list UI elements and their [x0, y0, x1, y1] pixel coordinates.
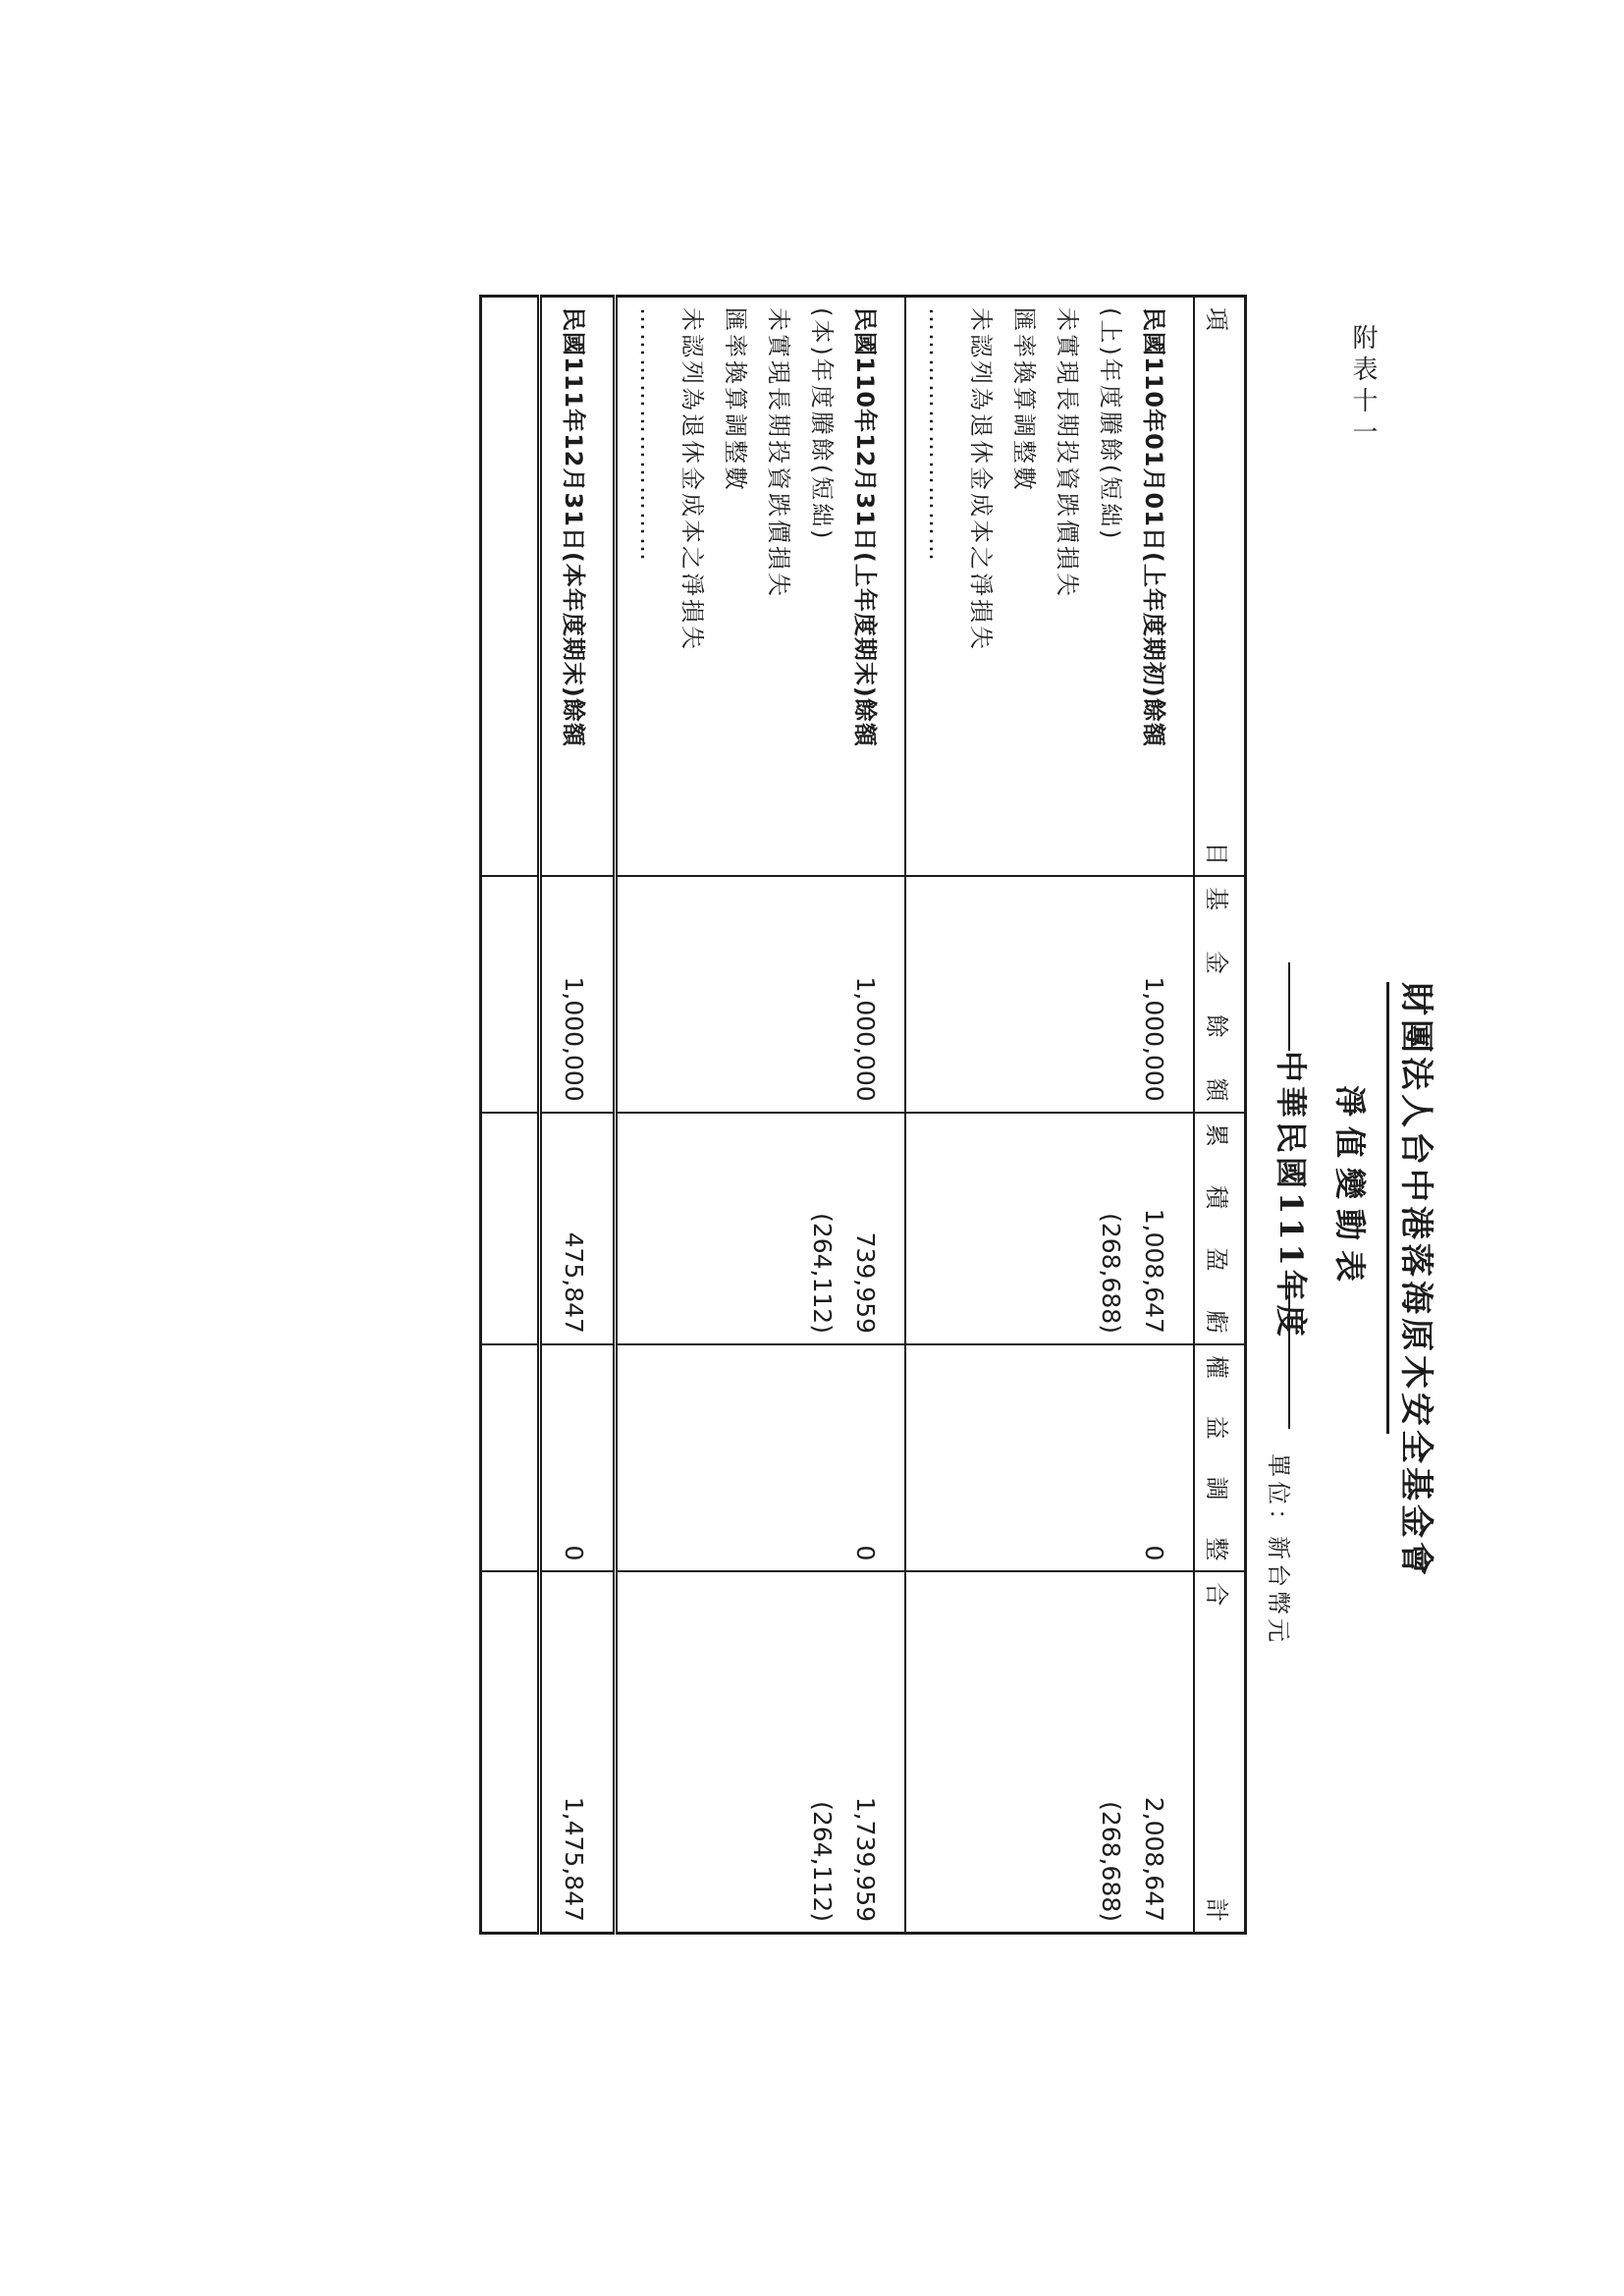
- section-2-accumulated: [616, 1113, 906, 1344]
- header-fund-char: 額: [1203, 1077, 1231, 1102]
- blank-cell: [481, 297, 540, 877]
- total-value: 1,475,847: [560, 1796, 588, 1922]
- section-1-total: [905, 1571, 1194, 1933]
- accumulated-value: 1,008,647: [1140, 1208, 1168, 1334]
- fund-value: 1,000,000: [1140, 976, 1168, 1102]
- section-1-accumulated: [905, 1113, 1194, 1344]
- line-item: 民國111年12月31日(本年度期末)餘額: [560, 307, 587, 747]
- section-1-items: [905, 297, 1194, 877]
- blank-cell: [481, 1113, 540, 1344]
- accumulated-value: 475,847: [560, 1231, 588, 1334]
- adjustment-value: 0: [851, 1545, 880, 1561]
- adjustment-value: 0: [560, 1545, 588, 1561]
- report-title: 淨值變動表: [1331, 1085, 1369, 1292]
- table-row-final-balance: [540, 297, 616, 1934]
- section-1-adjustment: [905, 1344, 1194, 1571]
- header-total-char: 計: [1203, 1898, 1231, 1922]
- net-worth-changes-table: [479, 295, 1247, 1935]
- line-item: 民國110年12月31日(上年度期末)餘額: [851, 307, 879, 747]
- line-item: 未認列為退休金成本之淨損失: [967, 307, 995, 652]
- fund-value: 1,000,000: [851, 976, 880, 1102]
- header-item: [1194, 297, 1246, 877]
- section-1-fund: [905, 876, 1194, 1112]
- header-acc-char: 盈: [1203, 1247, 1231, 1272]
- total-value: 1,739,959: [851, 1796, 880, 1922]
- total-value: (264,112): [808, 1801, 837, 1922]
- header-fund-char: 金: [1203, 951, 1231, 975]
- period-rule-right: [1288, 1282, 1290, 1429]
- line-item: 未實現長期投資跌價損失: [1054, 307, 1081, 599]
- period-rule-left: [1288, 962, 1290, 1051]
- section-2-total: [616, 1571, 906, 1933]
- fund-value: 1,000,000: [560, 976, 588, 1102]
- report-period: 中華民國111年度: [1272, 1051, 1310, 1340]
- leader-dots: …………………………: [924, 307, 951, 563]
- header-adj-char: 調: [1203, 1476, 1231, 1501]
- section-2-adjustment: [616, 1344, 906, 1571]
- header-adj-char: 益: [1203, 1415, 1231, 1440]
- header-acc-char: 累: [1203, 1122, 1231, 1147]
- section-2-items: [616, 297, 906, 877]
- line-item: 民國110年01月01日(上年度期初)餘額: [1140, 307, 1167, 747]
- header-total-char: 合: [1203, 1582, 1231, 1607]
- header-total: [1194, 1571, 1246, 1933]
- accumulated-value: 739,959: [851, 1231, 880, 1334]
- table-row: [905, 297, 1194, 1934]
- header-adj-char: 整: [1203, 1537, 1231, 1561]
- organization-title: 財團法人台中港落海原木安全基金會: [1386, 982, 1443, 1434]
- leader-dots: …………………………: [635, 307, 663, 563]
- header-equity-adjustment: [1194, 1344, 1246, 1571]
- blank-cell: [481, 1344, 540, 1571]
- line-item: (本)年度賸餘(短絀): [808, 307, 836, 542]
- table-header-row: [1194, 297, 1246, 1934]
- header-item-char: 目: [1203, 842, 1231, 866]
- line-item: (上)年度賸餘(短絀): [1097, 307, 1124, 542]
- section-2-fund: [616, 876, 906, 1112]
- accumulated-value: (264,112): [808, 1213, 837, 1334]
- header-item-char: 項: [1203, 307, 1231, 331]
- header-accumulated: [1194, 1113, 1246, 1344]
- header-fund-char: 餘: [1203, 1013, 1231, 1038]
- total-value: 2,008,647: [1140, 1796, 1168, 1922]
- adjustment-value: 0: [1140, 1545, 1168, 1561]
- header-fund-char: 基: [1203, 887, 1231, 911]
- accumulated-value: (268,688): [1097, 1213, 1125, 1334]
- line-item: 未實現長期投資跌價損失: [765, 307, 792, 599]
- final-adjustment: [540, 1344, 616, 1571]
- table-row: [616, 297, 906, 1934]
- header-acc-char: 虧: [1203, 1309, 1231, 1334]
- final-item: [540, 297, 616, 877]
- attachment-label: 附表十一: [1348, 324, 1378, 450]
- blank-cell: [481, 1571, 540, 1933]
- final-fund: [540, 876, 616, 1112]
- final-total: [540, 1571, 616, 1933]
- blank-cell: [481, 876, 540, 1112]
- line-item: 匯率換算調整數: [1010, 307, 1038, 493]
- line-item: 匯率換算調整數: [722, 307, 749, 493]
- final-accumulated: [540, 1113, 616, 1344]
- currency-unit: 單位：新台幣元: [1265, 1453, 1292, 1646]
- total-value: (268,688): [1097, 1801, 1125, 1922]
- header-fund-balance: [1194, 876, 1246, 1112]
- table-row-blank: [481, 297, 540, 1934]
- line-item: 未認列為退休金成本之淨損失: [678, 307, 706, 652]
- statement-sheet: [157, 295, 1473, 1964]
- header-acc-char: 積: [1203, 1185, 1231, 1210]
- header-adj-char: 權: [1203, 1354, 1231, 1379]
